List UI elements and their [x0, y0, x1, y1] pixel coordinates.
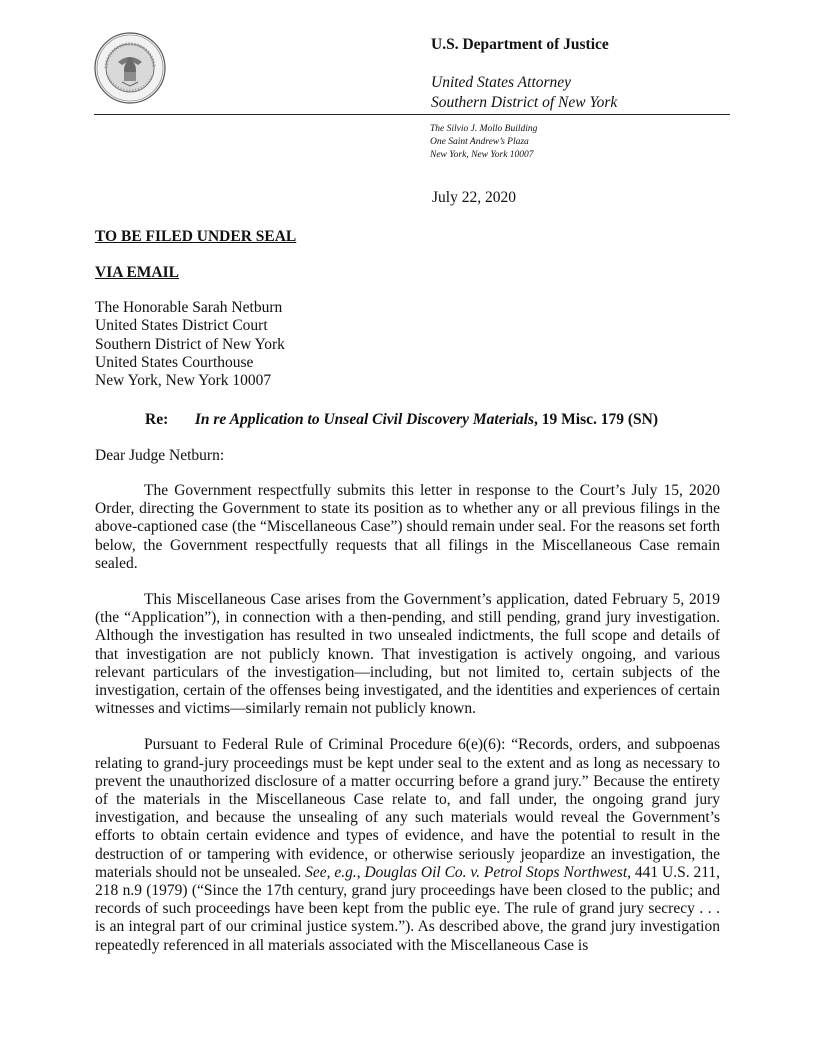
re-docket: , 19 Misc. 179 (SN) — [534, 411, 659, 428]
p3-case-name: Douglas Oil Co. v. Petrol Stops Northwest — [364, 863, 628, 881]
header-divider — [94, 114, 730, 115]
recipient-line: New York, New York 10007 — [95, 372, 272, 390]
recipient-line: United States District Court — [95, 317, 268, 335]
p3-text-a: Pursuant to Federal Rule of Criminal Procedure 6(e)(6): “Records, orders, and subpoenas relating to grand-jury proceedings must be kept under seal to the extent and as long as necessary to prevent the unauthorized disclosure of a matter occurring before a grand jury.” Because the entirety of the materials in the Miscellaneous Case relate to, and fall under, the ongoing grand jury investigation, and because the unsealing of any such materials would reveal the Government’s efforts to obtain certain evidence and types of evidence, and have the potential to result in the destruction of or tampering with evidence, or otherwise seriously jeopardize an investigation, the materials should not be unsealed. — [95, 736, 720, 881]
paragraph-3 — [95, 736, 720, 954]
paragraph-1: The Government respectfully submits this letter in response to the Court’s July 15, 2020 Order, directing the Government to state its position as to whether any or all previous filings in the above-captioned case (the “Miscellaneous Case”) should remain under seal. For the reasons set forth below, the Government respectfully requests that all filings in the Miscellaneous Case remain sealed. — [95, 482, 720, 572]
letter-body — [95, 482, 720, 973]
agency-name: U.S. Department of Justice — [431, 36, 609, 53]
office-line-1: United States Attorney — [431, 74, 572, 91]
re-case-title: In re Application to Unseal Civil Discovery Materials — [194, 411, 535, 428]
re-line — [145, 411, 658, 429]
doj-seal-icon — [94, 32, 166, 104]
paragraph-2: This Miscellaneous Case arises from the Government’s application, dated February 5, 2019 (the “Application”), in connection with a then-pending, and still pending, grand jury investigation. Although the investigation has resulted in two unsealed indictments, the full scope and details of that investigation are not publicly known. That investigation is actively ongoing, and various relevant particulars of the investigation—including, but not limited to, certain subjects of the investigation, certain of the offenses being investigated, and the identities and experiences of certain witnesses and victims—similarly remain not publicly known. — [95, 591, 720, 718]
office-line-2: Southern District of New York — [431, 94, 618, 111]
p3-signal: See, e.g. — [305, 863, 357, 881]
address-line-2: One Saint Andrew’s Plaza — [430, 137, 529, 147]
address-line-3: New York, New York 10007 — [430, 150, 534, 160]
recipient-block — [95, 299, 285, 390]
recipient-line: United States Courthouse — [95, 353, 254, 371]
filing-note: TO BE FILED UNDER SEAL — [95, 228, 297, 245]
delivery-method: VIA EMAIL — [95, 264, 179, 281]
recipient-line: Southern District of New York — [95, 335, 285, 353]
recipient-line: The Honorable Sarah Netburn — [95, 299, 283, 316]
re-label: Re: — [145, 411, 169, 428]
office-address — [430, 123, 537, 162]
office-title — [431, 73, 617, 113]
p3-text-c: , 441 U.S. 211, 218 n.9 (1979) (“Since the 17th century, grand jury proceedings have been closed to the public; and records of such proceedings have been kept from the public eye. The rule of grand jury secrecy . . . is an integral part of our criminal justice system.”). As described above, the grand jury investigation repeatedly referenced in all materials associated with the Miscellaneous Case is — [95, 863, 721, 954]
address-line-1: The Silvio J. Mollo Building — [430, 124, 538, 134]
salutation: Dear Judge Netburn: — [95, 447, 225, 464]
p3-text-b: , — [356, 863, 365, 881]
letter-date: July 22, 2020 — [432, 189, 516, 206]
